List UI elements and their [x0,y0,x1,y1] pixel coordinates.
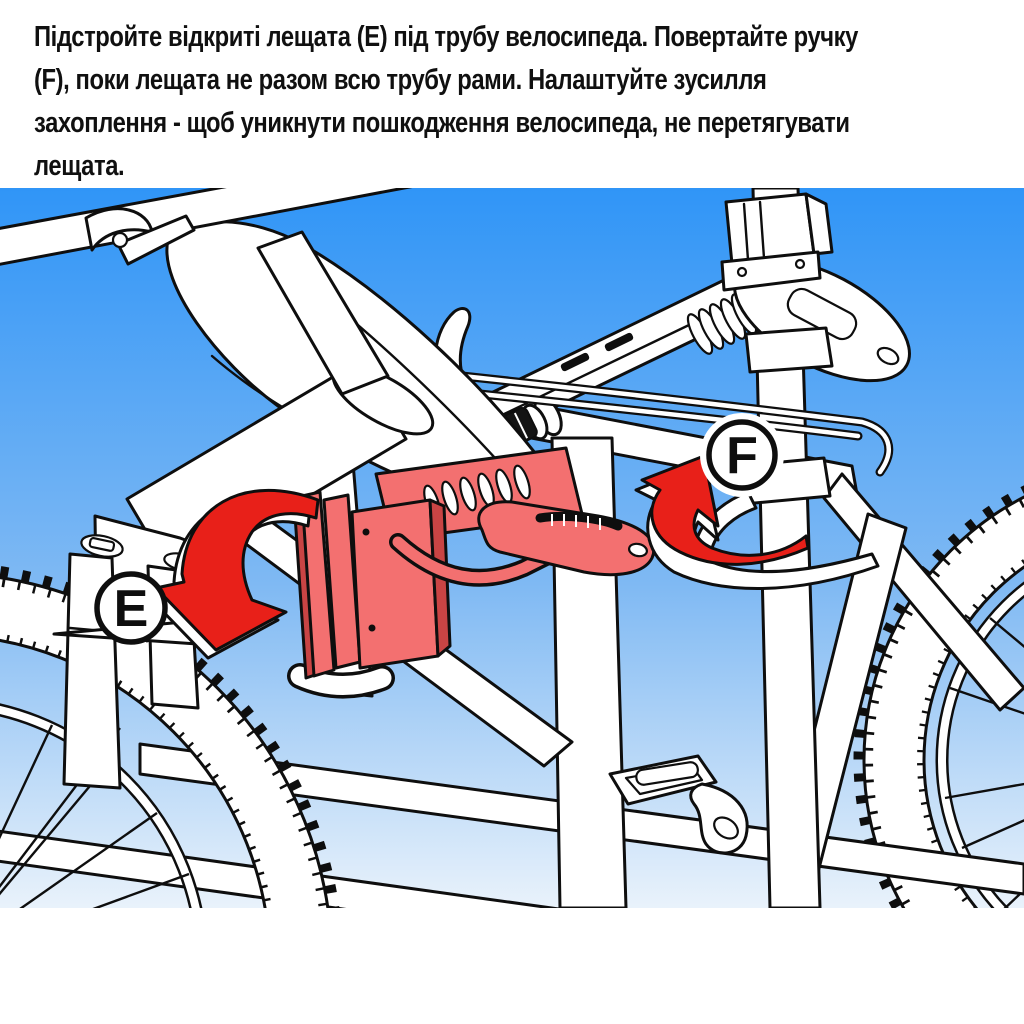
instruction-line-4: лещата. [34,150,125,182]
post-bracket [722,194,832,290]
instruction-line-3: захоплення - щоб уникнути пошкодження велосипеда, не перетягувати [34,107,850,139]
label-e [97,574,165,642]
illustration-svg [0,188,1024,908]
label-f-text: F [726,427,758,485]
label-e-text: E [113,580,149,638]
instruction-line-1: Підстройте відкриті лещата (E) під трубу велосипеда. Повертайте ручку [34,21,858,53]
clamp-back-plate [352,500,438,668]
bike-stand-illustration [0,188,1024,908]
post-collar [746,328,832,372]
label-f [700,413,784,497]
instruction-text [34,16,1009,188]
instruction-line-2: (F), поки лещата не разом всю трубу рами. Налаштуйте зусилля [34,64,767,96]
